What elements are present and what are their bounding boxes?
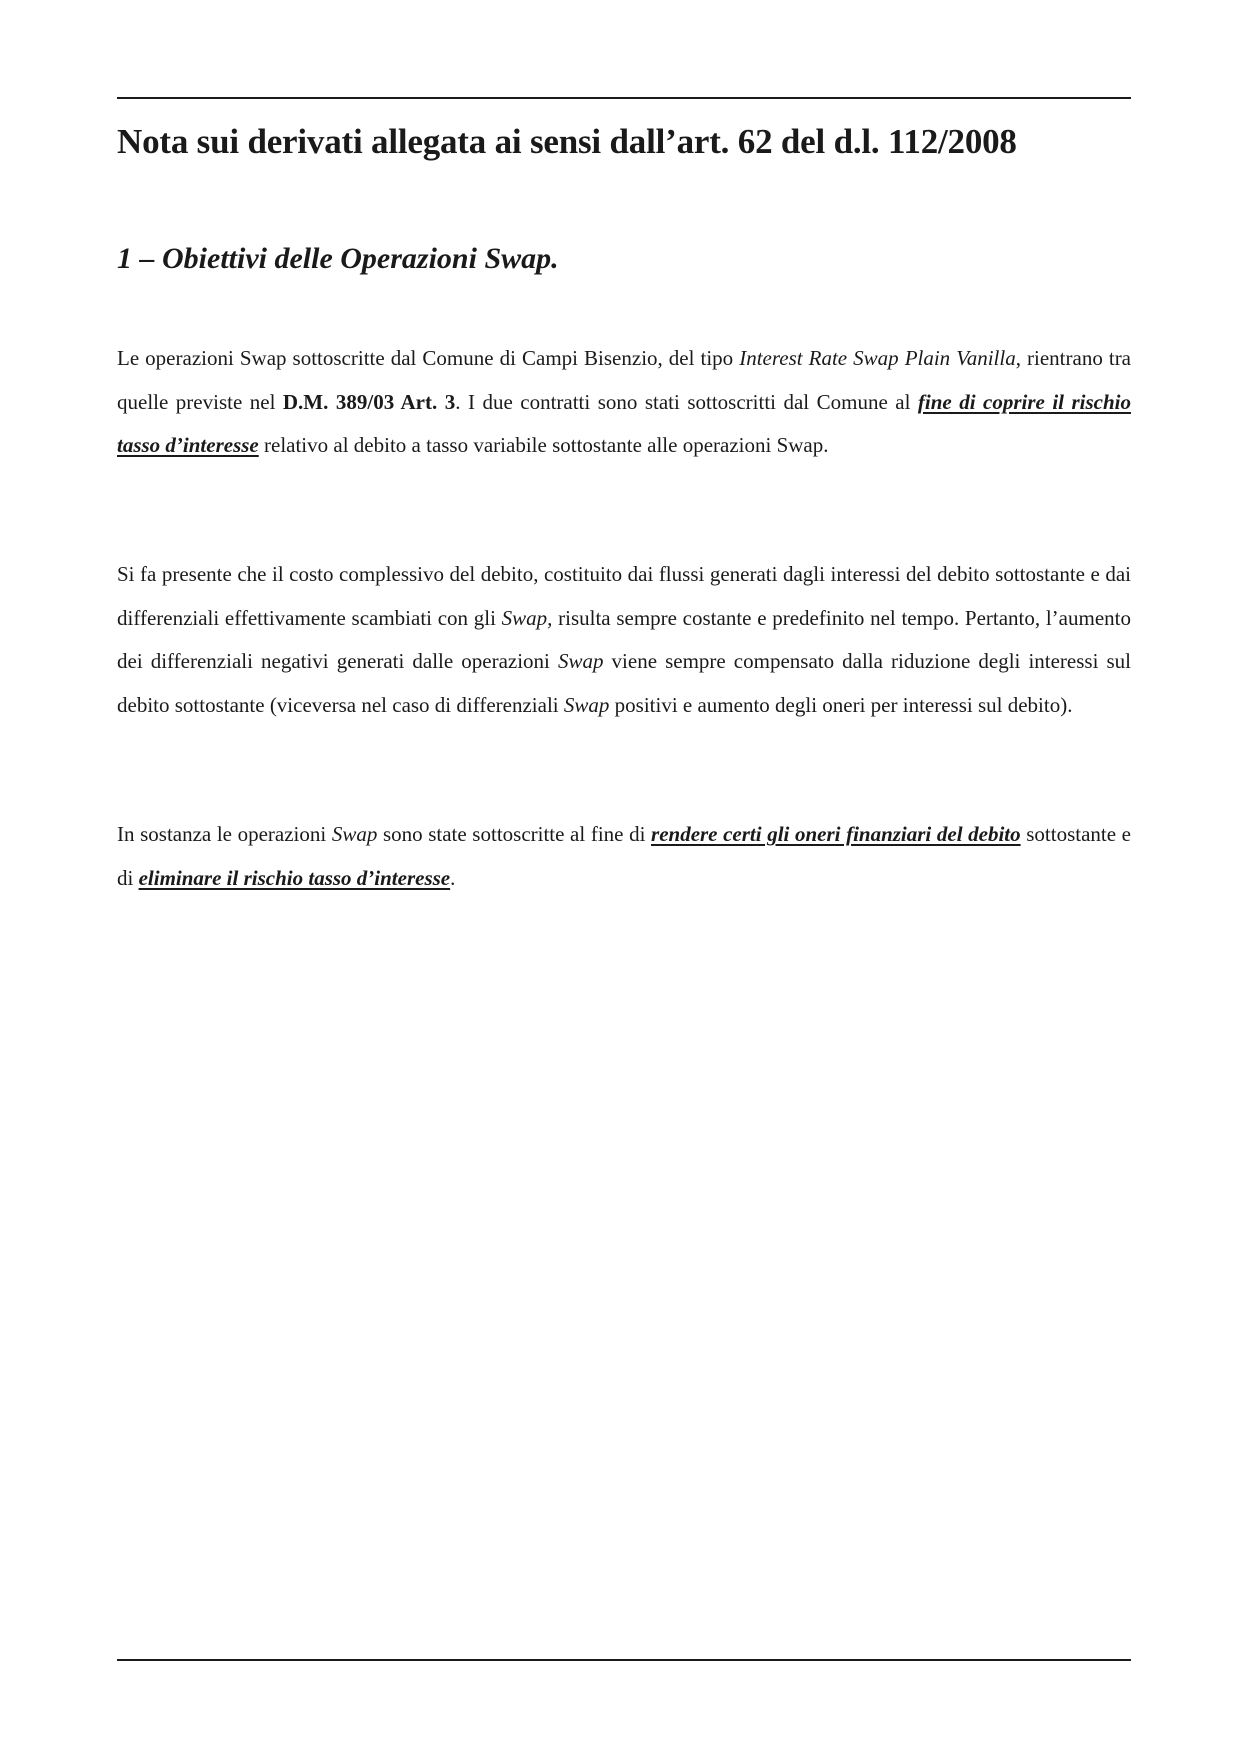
swap-italic: Swap, bbox=[501, 605, 553, 630]
paragraph-text: Si fa presente che il costo complessivo del debito, costituito dai flussi generati dagli interessi del debito sottostante e dai differenziali effettivamente scambiati con gli bbox=[117, 562, 1131, 630]
header-rule bbox=[117, 97, 1131, 99]
emphasis-certain-costs: rendere certi gli oneri finanziari del debito bbox=[651, 822, 1021, 846]
paragraph-text: . I due contratti sono stati sottoscritti dal Comune al bbox=[455, 389, 918, 414]
swap-italic: Swap bbox=[331, 822, 378, 846]
paragraph-text: relativo al debito a tasso variabile sottostante alle operazioni Swap. bbox=[258, 433, 829, 457]
paragraph-text: , rientrano tra quelle previste nel bbox=[117, 346, 1132, 414]
paragraph-text: sottostante e di bbox=[117, 822, 1131, 890]
decree-reference: D.M. 389/03 Art. 3 bbox=[282, 389, 456, 414]
footer-rule bbox=[117, 1659, 1131, 1661]
paragraph-text: viene sempre compensato dalla riduzione degli interessi sul debito sottostante (viceversa nel caso di differenziali bbox=[117, 649, 1131, 717]
paragraph-objectives bbox=[117, 337, 1131, 468]
swap-italic: Swap bbox=[563, 692, 610, 717]
emphasis-eliminate-risk: eliminare il rischio tasso d’interesse bbox=[138, 865, 451, 890]
paragraph-text: risulta sempre costante e predefinito nel tempo. Pertanto, l’aumento dei differenziali negativi generati dalle operazioni bbox=[117, 605, 1131, 673]
swap-type-italic: Interest Rate Swap Plain Vanilla bbox=[739, 346, 1016, 370]
emphasis-hedging-purpose: fine di coprire il rischio tasso d’interesse bbox=[117, 389, 1131, 457]
swap-italic: Swap bbox=[557, 649, 604, 673]
page-title: Nota sui derivati allegata ai sensi dall’art. 62 del d.l. 112/2008 bbox=[117, 122, 1017, 161]
paragraph-text: Le operazioni Swap sottoscritte dal Comune di Campi Bisenzio, del tipo bbox=[117, 346, 740, 370]
paragraph-text: positivi e aumento degli oneri per interessi sul debito). bbox=[609, 692, 1073, 717]
paragraph-text: . bbox=[450, 865, 456, 890]
paragraph-summary bbox=[117, 813, 1131, 900]
section-heading: 1 – Obiettivi delle Operazioni Swap. bbox=[117, 242, 559, 275]
paragraph-text: sono state sottoscritte al fine di bbox=[377, 822, 652, 846]
paragraph-text: In sostanza le operazioni bbox=[117, 822, 332, 846]
paragraph-cost bbox=[117, 553, 1131, 727]
